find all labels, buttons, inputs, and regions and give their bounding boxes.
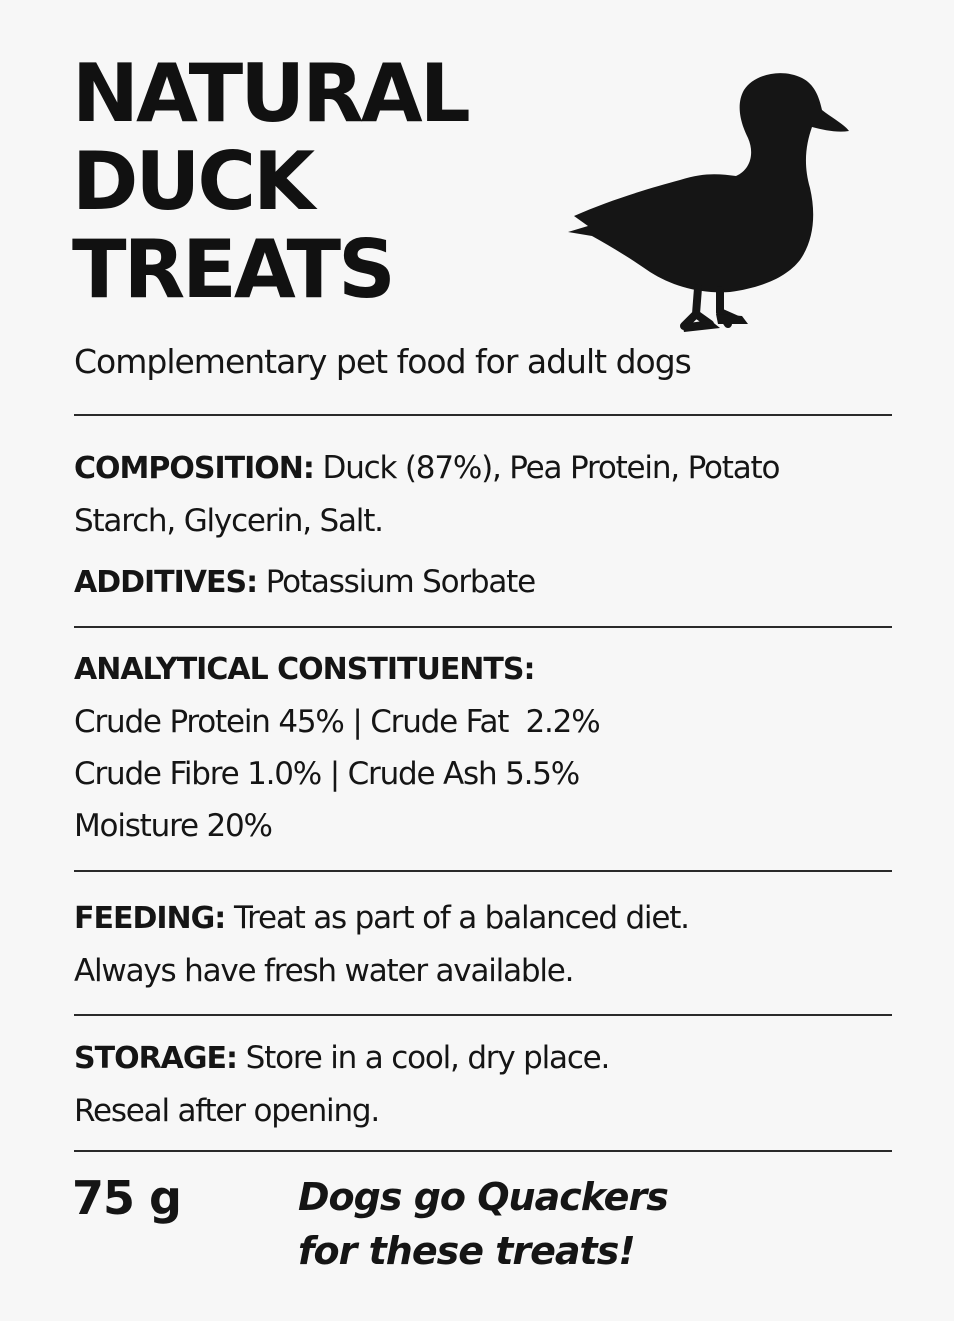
title-line-2: DUCK <box>72 135 313 228</box>
analytical-section <box>74 644 904 852</box>
divider-4 <box>74 1014 892 1016</box>
storage-text-1: Store in a cool, dry place. <box>245 1040 610 1076</box>
additives-text: Potassium Sorbate <box>265 564 535 600</box>
additives-section <box>74 556 904 609</box>
analytical-line-1: Crude Protein 45% | Crude Fat 2.2% <box>74 704 600 740</box>
storage-line-1 <box>74 1032 904 1085</box>
additives-label: ADDITIVES: <box>74 565 258 600</box>
product-subtitle: Complementary pet food for adult dogs <box>74 342 691 381</box>
divider-3 <box>74 870 892 872</box>
composition-section <box>74 442 904 547</box>
title-line-3: TREATS <box>72 223 393 316</box>
analytical-label: ANALYTICAL CONSTITUENTS: <box>74 652 535 687</box>
title-line-1: NATURAL <box>72 47 468 140</box>
tagline-line-1: Dogs go Quackers <box>298 1175 668 1219</box>
duck-silhouette-icon <box>560 62 860 338</box>
composition-label: COMPOSITION: <box>74 451 314 486</box>
feeding-text-1: Treat as part of a balanced diet. <box>233 900 689 936</box>
additives-line <box>74 556 904 609</box>
analytical-line-3: Moisture 20% <box>74 808 272 844</box>
divider-2 <box>74 626 892 628</box>
composition-text-2: Starch, Glycerin, Salt. <box>74 503 383 539</box>
storage-label: STORAGE: <box>74 1041 238 1076</box>
analytical-line-2: Crude Fibre 1.0% | Crude Ash 5.5% <box>74 756 580 792</box>
feeding-line-1 <box>74 892 904 945</box>
net-weight: 75 g <box>72 1171 181 1225</box>
tagline <box>298 1170 668 1278</box>
divider-1 <box>74 414 892 416</box>
feeding-label: FEEDING: <box>74 901 226 936</box>
composition-text-1: Duck (87%), Pea Protein, Potato <box>322 450 780 486</box>
composition-line-1 <box>74 442 904 495</box>
divider-5 <box>74 1150 892 1152</box>
feeding-text-2: Always have fresh water available. <box>74 953 574 989</box>
storage-text-2: Reseal after opening. <box>74 1093 380 1129</box>
feeding-section <box>74 892 904 997</box>
product-title <box>72 47 592 316</box>
tagline-line-2: for these treats! <box>298 1229 635 1273</box>
storage-section <box>74 1032 904 1137</box>
